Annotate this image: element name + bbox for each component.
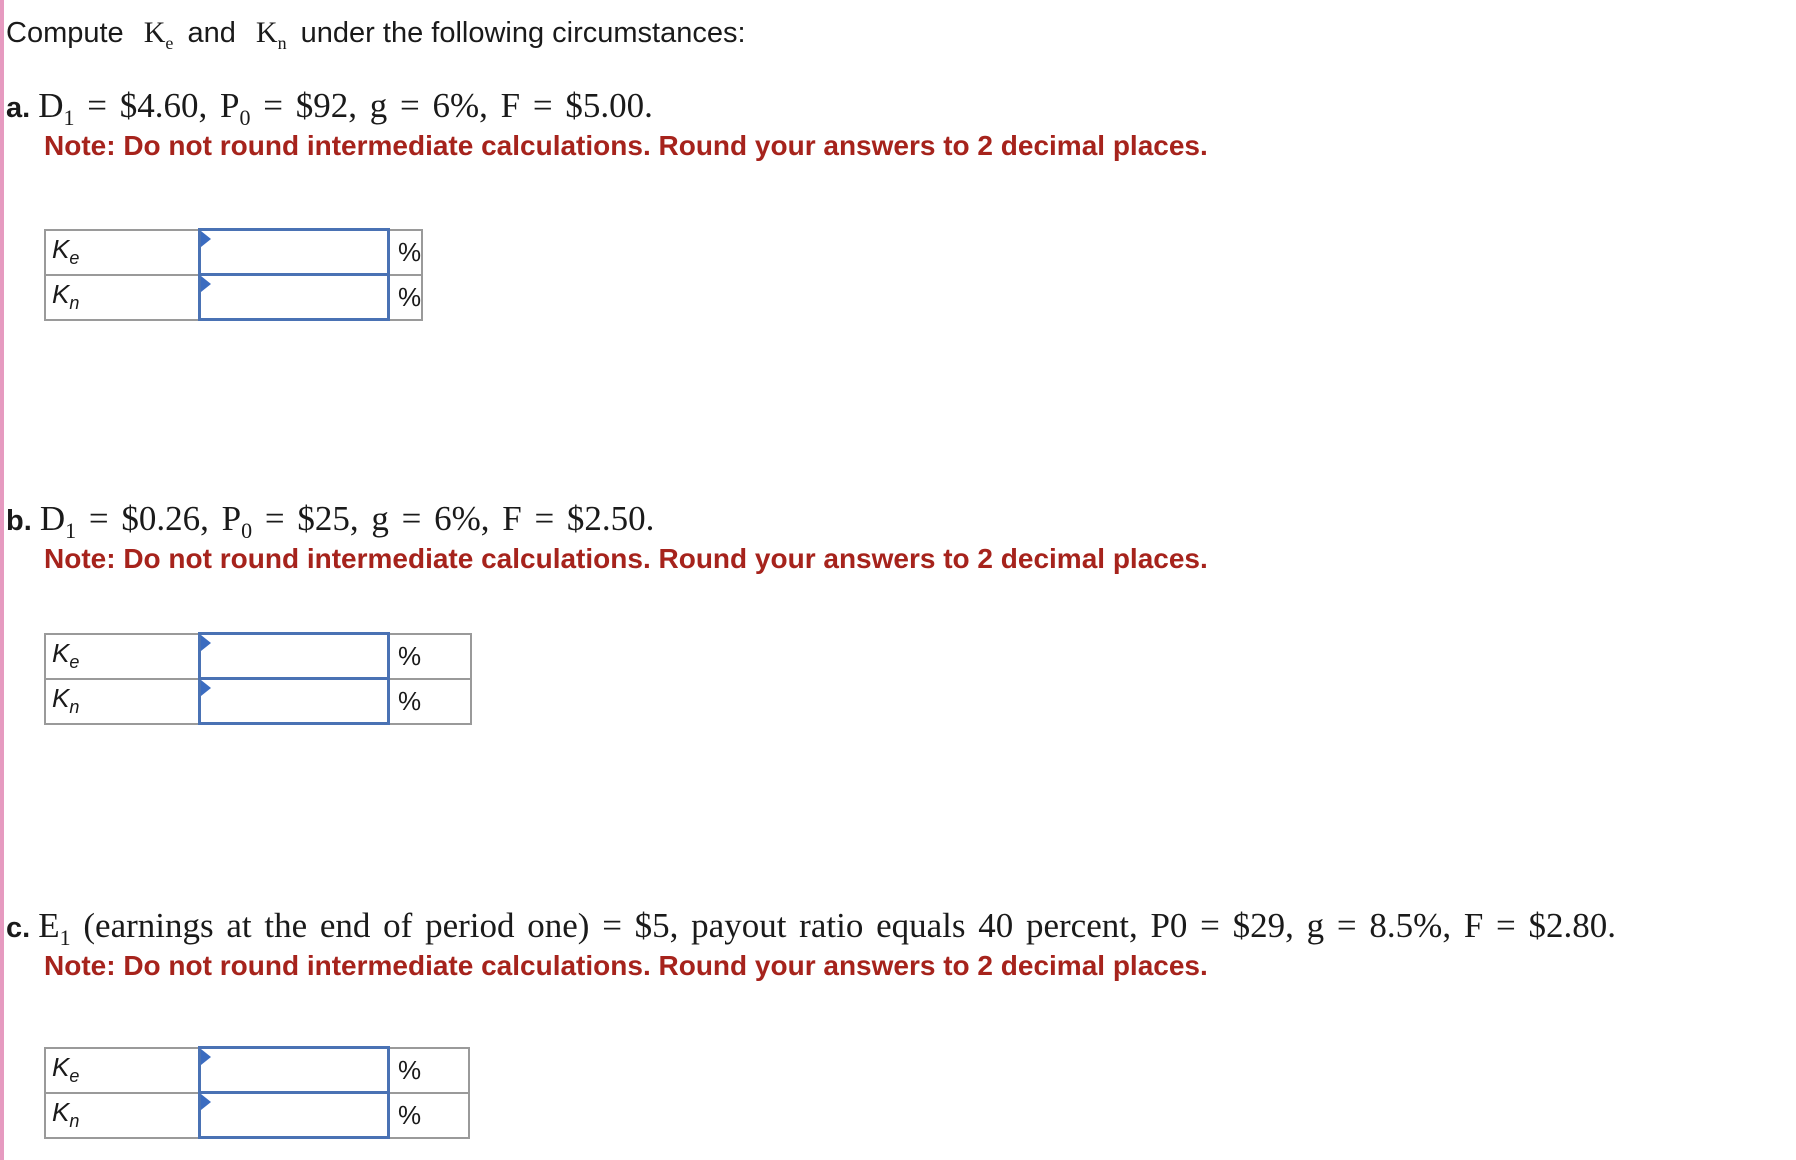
part-c-expression <box>38 906 1617 950</box>
table-row <box>45 1093 469 1138</box>
table-row <box>45 230 422 275</box>
row-label-sub: n <box>69 293 80 314</box>
part-b-expr-pre-sub: 1 <box>65 518 77 543</box>
kn-sub: n <box>277 33 287 53</box>
answer-cell[interactable] <box>200 230 389 275</box>
part-b-ke-input[interactable] <box>201 635 387 677</box>
row-label-sub: e <box>69 652 80 673</box>
row-label <box>45 275 200 320</box>
part-b-expr-mid-sub: 0 <box>241 518 253 543</box>
answer-cell[interactable] <box>200 1048 389 1093</box>
part-a-kn-input[interactable] <box>201 276 387 318</box>
part-b-expr-post: = $25, g = 6%, F = $2.50. <box>252 499 655 538</box>
input-flag-icon <box>201 1049 211 1065</box>
unit-label: % <box>389 230 423 275</box>
row-label-base: K <box>52 1052 70 1083</box>
kn-base: K <box>255 16 278 49</box>
table-row <box>45 275 422 320</box>
part-c-answer-table <box>44 1046 470 1139</box>
part-b-kn-input[interactable] <box>201 680 387 722</box>
answer-cell[interactable] <box>200 275 389 320</box>
table-row <box>45 1048 469 1093</box>
row-label-sub: e <box>69 1066 80 1087</box>
unit-label: % <box>389 634 472 679</box>
ke-sub: e <box>165 33 174 53</box>
unit-label: % <box>389 1093 470 1138</box>
row-label-sub: n <box>69 697 80 718</box>
row-label-base: K <box>52 683 70 714</box>
left-accent-rule <box>0 0 4 1160</box>
row-label <box>45 1093 200 1138</box>
input-flag-icon <box>201 635 211 651</box>
part-b-expr-pre: D <box>39 499 66 538</box>
answer-cell[interactable] <box>200 679 389 724</box>
intro-suffix: under the following circumstances: <box>300 17 746 49</box>
part-c-expr-mid: (earnings at the end of period one) <box>70 906 590 945</box>
part-c-expr-pre: E <box>38 906 60 945</box>
row-label-sub: e <box>69 248 80 269</box>
part-c-letter: c. <box>6 912 31 944</box>
unit-label: % <box>389 275 423 320</box>
kn-symbol <box>255 16 287 53</box>
input-flag-icon <box>201 1094 211 1110</box>
intro-middle: and <box>187 17 236 49</box>
part-c-expr-pre-sub: 1 <box>59 925 71 950</box>
table-row <box>45 634 471 679</box>
part-b-answer-table <box>44 632 472 725</box>
question-intro <box>6 16 746 54</box>
row-label-base: K <box>52 638 70 669</box>
unit-label: % <box>389 1048 470 1093</box>
input-flag-icon <box>201 680 211 696</box>
part-c-ke-input[interactable] <box>201 1049 387 1091</box>
part-b-letter: b. <box>6 505 32 537</box>
part-a-answer-table <box>44 228 423 321</box>
row-label <box>45 230 200 275</box>
ke-symbol <box>143 16 174 53</box>
ke-base: K <box>143 16 166 49</box>
part-a-expr-mid-sub: 0 <box>239 105 251 130</box>
row-label-sub: n <box>69 1111 80 1132</box>
part-c-kn-input[interactable] <box>201 1094 387 1136</box>
part-a-expression <box>38 86 653 130</box>
row-label-base: K <box>52 279 70 310</box>
row-label <box>45 679 200 724</box>
part-a-expr-post: = $92, g = 6%, F = $5.00. <box>250 86 653 125</box>
part-a-letter: a. <box>6 92 31 124</box>
part-c-note: Note: Do not round intermediate calculations. Round your answers to 2 decimal places. <box>44 950 1208 981</box>
part-a-expr-pre-sub: 1 <box>63 105 75 130</box>
part-b-note: Note: Do not round intermediate calculations. Round your answers to 2 decimal places. <box>44 543 1208 574</box>
part-a-ke-input[interactable] <box>201 231 387 273</box>
row-label-base: K <box>52 234 70 265</box>
part-c-expr-post: = $5, payout ratio equals 40 percent, P0 = $29, g = 8.5%, F = $2.80. <box>589 906 1617 945</box>
part-c-given <box>6 904 1786 948</box>
part-a-given <box>6 84 1786 128</box>
part-b-given <box>6 497 1786 541</box>
part-a-expr-mid: = $4.60, P <box>74 86 240 125</box>
row-label <box>45 634 200 679</box>
part-b-expression <box>39 499 655 543</box>
part-a-note: Note: Do not round intermediate calculations. Round your answers to 2 decimal places. <box>44 130 1208 161</box>
input-flag-icon <box>201 276 211 292</box>
input-flag-icon <box>201 231 211 247</box>
unit-label: % <box>389 679 472 724</box>
row-label <box>45 1048 200 1093</box>
part-c <box>6 904 1786 984</box>
part-a <box>6 84 1786 164</box>
intro-prefix: Compute <box>6 17 124 49</box>
row-label-base: K <box>52 1097 70 1128</box>
table-row <box>45 679 471 724</box>
answer-cell[interactable] <box>200 634 389 679</box>
answer-cell[interactable] <box>200 1093 389 1138</box>
part-b-expr-mid: = $0.26, P <box>76 499 242 538</box>
part-b <box>6 497 1786 577</box>
part-a-expr-pre: D <box>38 86 64 125</box>
